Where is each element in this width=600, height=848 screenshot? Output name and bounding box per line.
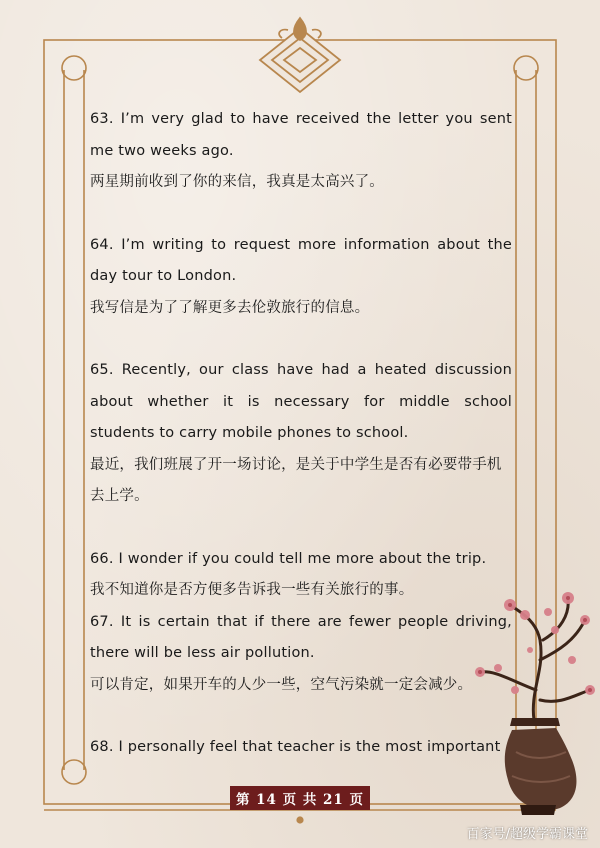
entry-63 <box>90 104 512 199</box>
phrase-list <box>90 104 512 764</box>
entry-66 <box>90 544 512 607</box>
entry-english: 65. Recently, our class have had a heated discussion about whether it is necessary for middle school students to carry mobile phones to school. <box>90 362 512 441</box>
entry-chinese: 我不知道你是否方便多告诉我一些有关旅行的事。 <box>90 582 414 598</box>
page-footer <box>0 786 600 810</box>
entry-english: 68. I personally feel that teacher is the most important <box>90 739 501 755</box>
page-number-label: 第 14 页 共 21 页 <box>230 786 370 810</box>
watermark-text: 百家号/超级学霸课堂 <box>466 827 588 842</box>
entry-64 <box>90 230 512 325</box>
entry-english: 63. I’m very glad to have received the letter you sent me two weeks ago. <box>90 111 512 159</box>
entry-65 <box>90 355 512 513</box>
entry-chinese: 我写信是为了了解更多去伦敦旅行的信息。 <box>90 299 370 316</box>
entry-english: 64. I’m writing to request more information about the day tour to London. <box>90 236 512 284</box>
entry-68 <box>90 732 512 764</box>
entry-chinese: 可以肯定，如果开车的人少一些，空气污染就一定会减少。 <box>90 676 473 693</box>
entry-67 <box>90 607 512 702</box>
entry-english: 66. I wonder if you could tell me more about the trip. <box>90 550 487 567</box>
entry-english: 67. It is certain that if there are fewer people driving, there will be less air pollution. <box>90 613 512 661</box>
entry-chinese: 最近，我们班展了开一场讨论，是关于中学生是否有必要带手机去上学。 <box>90 456 502 504</box>
entry-chinese: 两星期前收到了你的来信，我真是太高兴了。 <box>90 174 384 190</box>
top-ornament <box>260 18 340 92</box>
